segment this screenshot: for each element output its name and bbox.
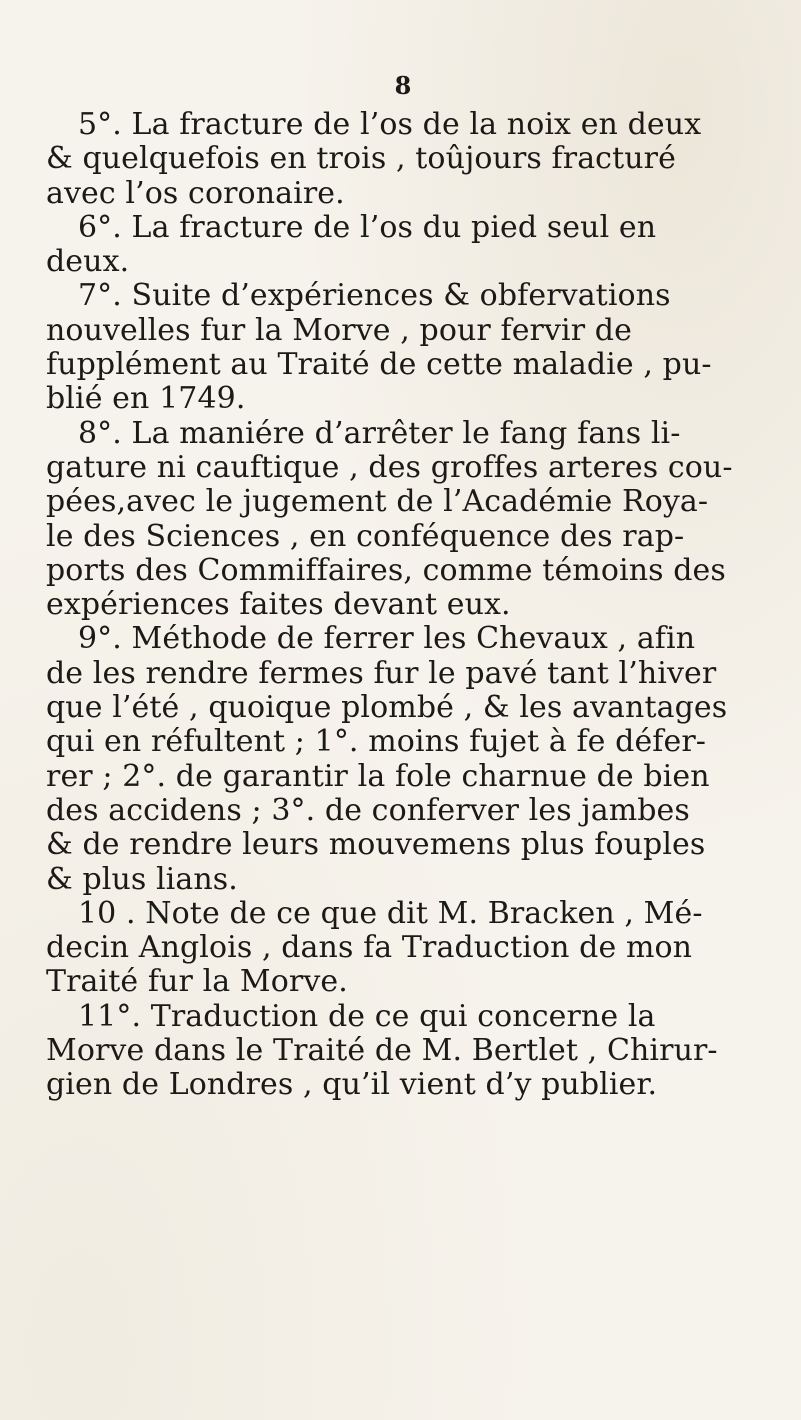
text-line: nouvelles fur la Morve , pour fervir de	[46, 312, 632, 348]
text-line: ports des Commiffaires, comme témoins des	[46, 552, 726, 588]
list-body	[46, 108, 762, 1103]
text-line: 9°. Méthode de ferrer les Chevaux , afin	[78, 621, 696, 657]
text-line: 6°. La fracture de l’os du pied seul en	[78, 209, 657, 245]
page-number: 8	[394, 71, 412, 100]
text-line: qui en réfultent ; 1°. moins fujet à fe défer-	[46, 724, 707, 760]
text-line: 7°. Suite d’expériences & obfervations	[78, 278, 671, 314]
text-line: expériences faites devant eux.	[46, 587, 511, 623]
text-line: rer ; 2°. de garantir la fole charnue de bien	[46, 758, 710, 794]
text-line: deux.	[46, 244, 130, 280]
text-line: avec l’os coronaire.	[46, 175, 345, 211]
text-line: le des Sciences , en conféquence des rap-	[46, 518, 685, 554]
text-line: decin Anglois , dans fa Traduction de mon	[46, 930, 693, 966]
text-line: blié en 1749.	[46, 381, 246, 417]
text-line: de les rendre fermes fur le pavé tant l’hiver	[46, 655, 717, 691]
text-line: pées,avec le jugement de l’Académie Roya-	[46, 484, 709, 520]
text-line: Morve dans le Traité de M. Bertlet , Chirur-	[46, 1033, 718, 1069]
text-line: fupplément au Traité de cette maladie , pu-	[46, 347, 712, 383]
text-line: & quelquefois en trois , toûjours fracturé	[46, 141, 676, 177]
text-line: 5°. La fracture de l’os de la noix en deux	[78, 107, 702, 142]
text-line: que l’été , quoique plombé , & les avantages	[46, 690, 728, 726]
text-line: & de rendre leurs mouvemens plus fouples	[46, 827, 706, 863]
text-line: 8°. La maniére d’arrêter le fang fans li-	[78, 415, 681, 451]
text-line: & plus lians.	[46, 861, 238, 897]
text-line: 11°. Traduction de ce qui concerne la	[78, 998, 656, 1034]
text-line: 10 . Note de ce que dit M. Bracken , Mé-	[78, 895, 703, 931]
text-line: des accidens ; 3°. de conferver les jambes	[46, 792, 690, 828]
text-line: Traité fur la Morve.	[46, 964, 348, 1000]
text-line: gien de Londres , qu’il vient d’y publier.	[46, 1067, 658, 1103]
text-line: gature ni cauftique , des groffes arteres cou-	[46, 449, 733, 485]
